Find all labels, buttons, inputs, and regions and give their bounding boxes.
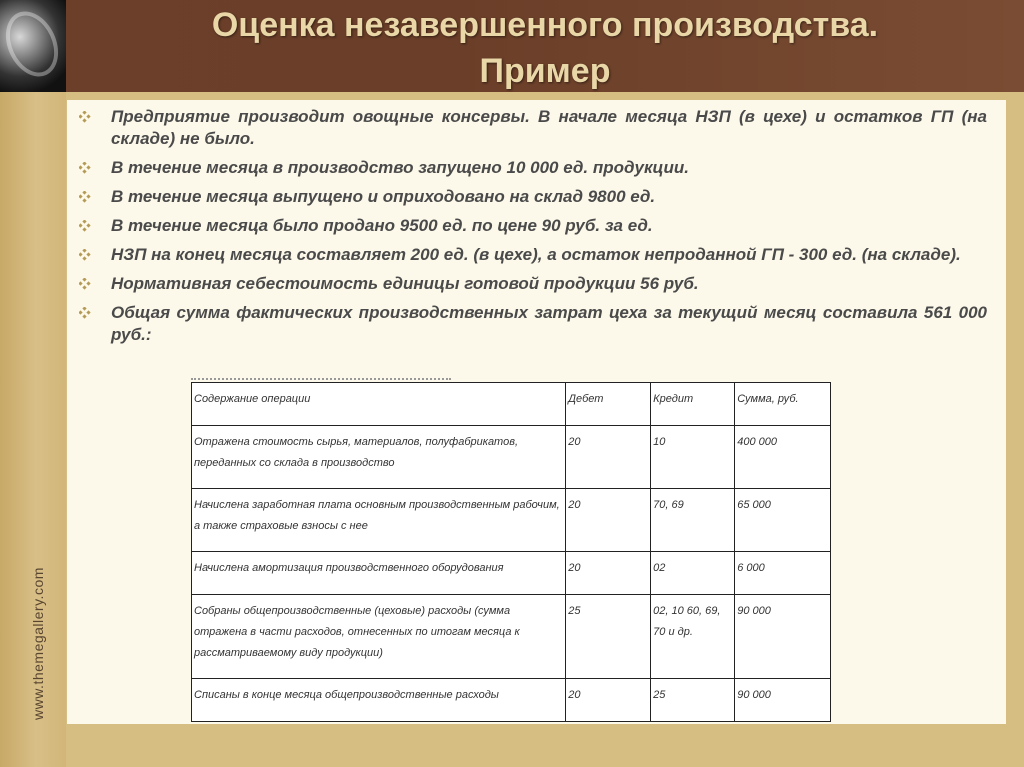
cell-debit: 20 (566, 552, 651, 595)
corner-photo (0, 0, 66, 92)
table-row (192, 426, 831, 489)
cell-amount: 400 000 (735, 426, 831, 489)
bullet-text: Нормативная себестоимость единицы готовой продукции 56 руб. (111, 274, 699, 293)
table-row (192, 595, 831, 679)
bullet-text: Предприятие производит овощные консервы. В начале месяца НЗП (в цехе) и остатков ГП (на складе) не было. (111, 107, 987, 148)
cell-debit: 20 (566, 426, 651, 489)
diamond-cluster-icon (79, 162, 91, 174)
diamond-cluster-icon (79, 278, 91, 290)
bullet-item (75, 186, 987, 208)
bullet-text: Общая сумма фактических производственных затрат цеха за текущий месяц составила 561 000 руб.: (111, 303, 987, 344)
bullet-item (75, 244, 987, 266)
cell-operation: Отражена стоимость сырья, материалов, полуфабрикатов, переданных со склада в производство (192, 426, 566, 489)
header-amount: Сумма, руб. (735, 383, 831, 426)
cell-amount: 90 000 (735, 679, 831, 722)
cell-operation: Списаны в конце месяца общепроизводственные расходы (192, 679, 566, 722)
header-credit: Кредит (651, 383, 735, 426)
bullet-list (75, 106, 987, 353)
bullet-item (75, 106, 987, 150)
cell-debit: 20 (566, 679, 651, 722)
slide-title (66, 2, 1024, 94)
title-line-2: Пример (479, 52, 611, 90)
cell-operation: Собраны общепроизводственные (цеховые) расходы (сумма отражена в части расходов, отнесенных по итогам месяца к рассматриваемому виду продукции) (192, 595, 566, 679)
bullet-text: В течение месяца было продано 9500 ед. по цене 90 руб. за ед. (111, 216, 653, 235)
cell-debit: 25 (566, 595, 651, 679)
cell-debit: 20 (566, 489, 651, 552)
bullet-item (75, 273, 987, 295)
cell-credit: 02, 10 60, 69, 70 и др. (651, 595, 735, 679)
cell-amount: 65 000 (735, 489, 831, 552)
diamond-cluster-icon (79, 220, 91, 232)
accounting-table (191, 382, 831, 722)
bullet-item (75, 157, 987, 179)
cell-amount: 90 000 (735, 595, 831, 679)
diamond-cluster-icon (79, 249, 91, 261)
postings-table (191, 382, 831, 722)
site-watermark: www.themegallery.com (30, 567, 46, 720)
cell-operation: Начислена заработная плата основным производственным рабочим, а также страховые взносы с нее (192, 489, 566, 552)
bullet-text: НЗП на конец месяца составляет 200 ед. (в цехе), а остаток непроданной ГП - 300 ед. (на складе). (111, 245, 961, 264)
bullet-text: В течение месяца выпущено и оприходовано на склад 9800 ед. (111, 187, 656, 206)
header-debit: Дебет (566, 383, 651, 426)
bullet-item (75, 302, 987, 346)
bullet-text: В течение месяца в производство запущено 10 000 ед. продукции. (111, 158, 690, 177)
table-row (192, 679, 831, 722)
cell-credit: 70, 69 (651, 489, 735, 552)
cell-credit: 10 (651, 426, 735, 489)
title-line-1: Оценка незавершенного производства. (211, 6, 879, 44)
header-operation: Содержание операции (192, 383, 566, 426)
diamond-cluster-icon (79, 191, 91, 203)
cell-credit: 02 (651, 552, 735, 595)
cell-amount: 6 000 (735, 552, 831, 595)
table-row (192, 489, 831, 552)
table-row (192, 552, 831, 595)
diamond-cluster-icon (79, 111, 91, 123)
table-header-row (192, 383, 831, 426)
cell-credit: 25 (651, 679, 735, 722)
diamond-cluster-icon (79, 307, 91, 319)
bullet-item (75, 215, 987, 237)
cell-operation: Начислена амортизация производственного оборудования (192, 552, 566, 595)
